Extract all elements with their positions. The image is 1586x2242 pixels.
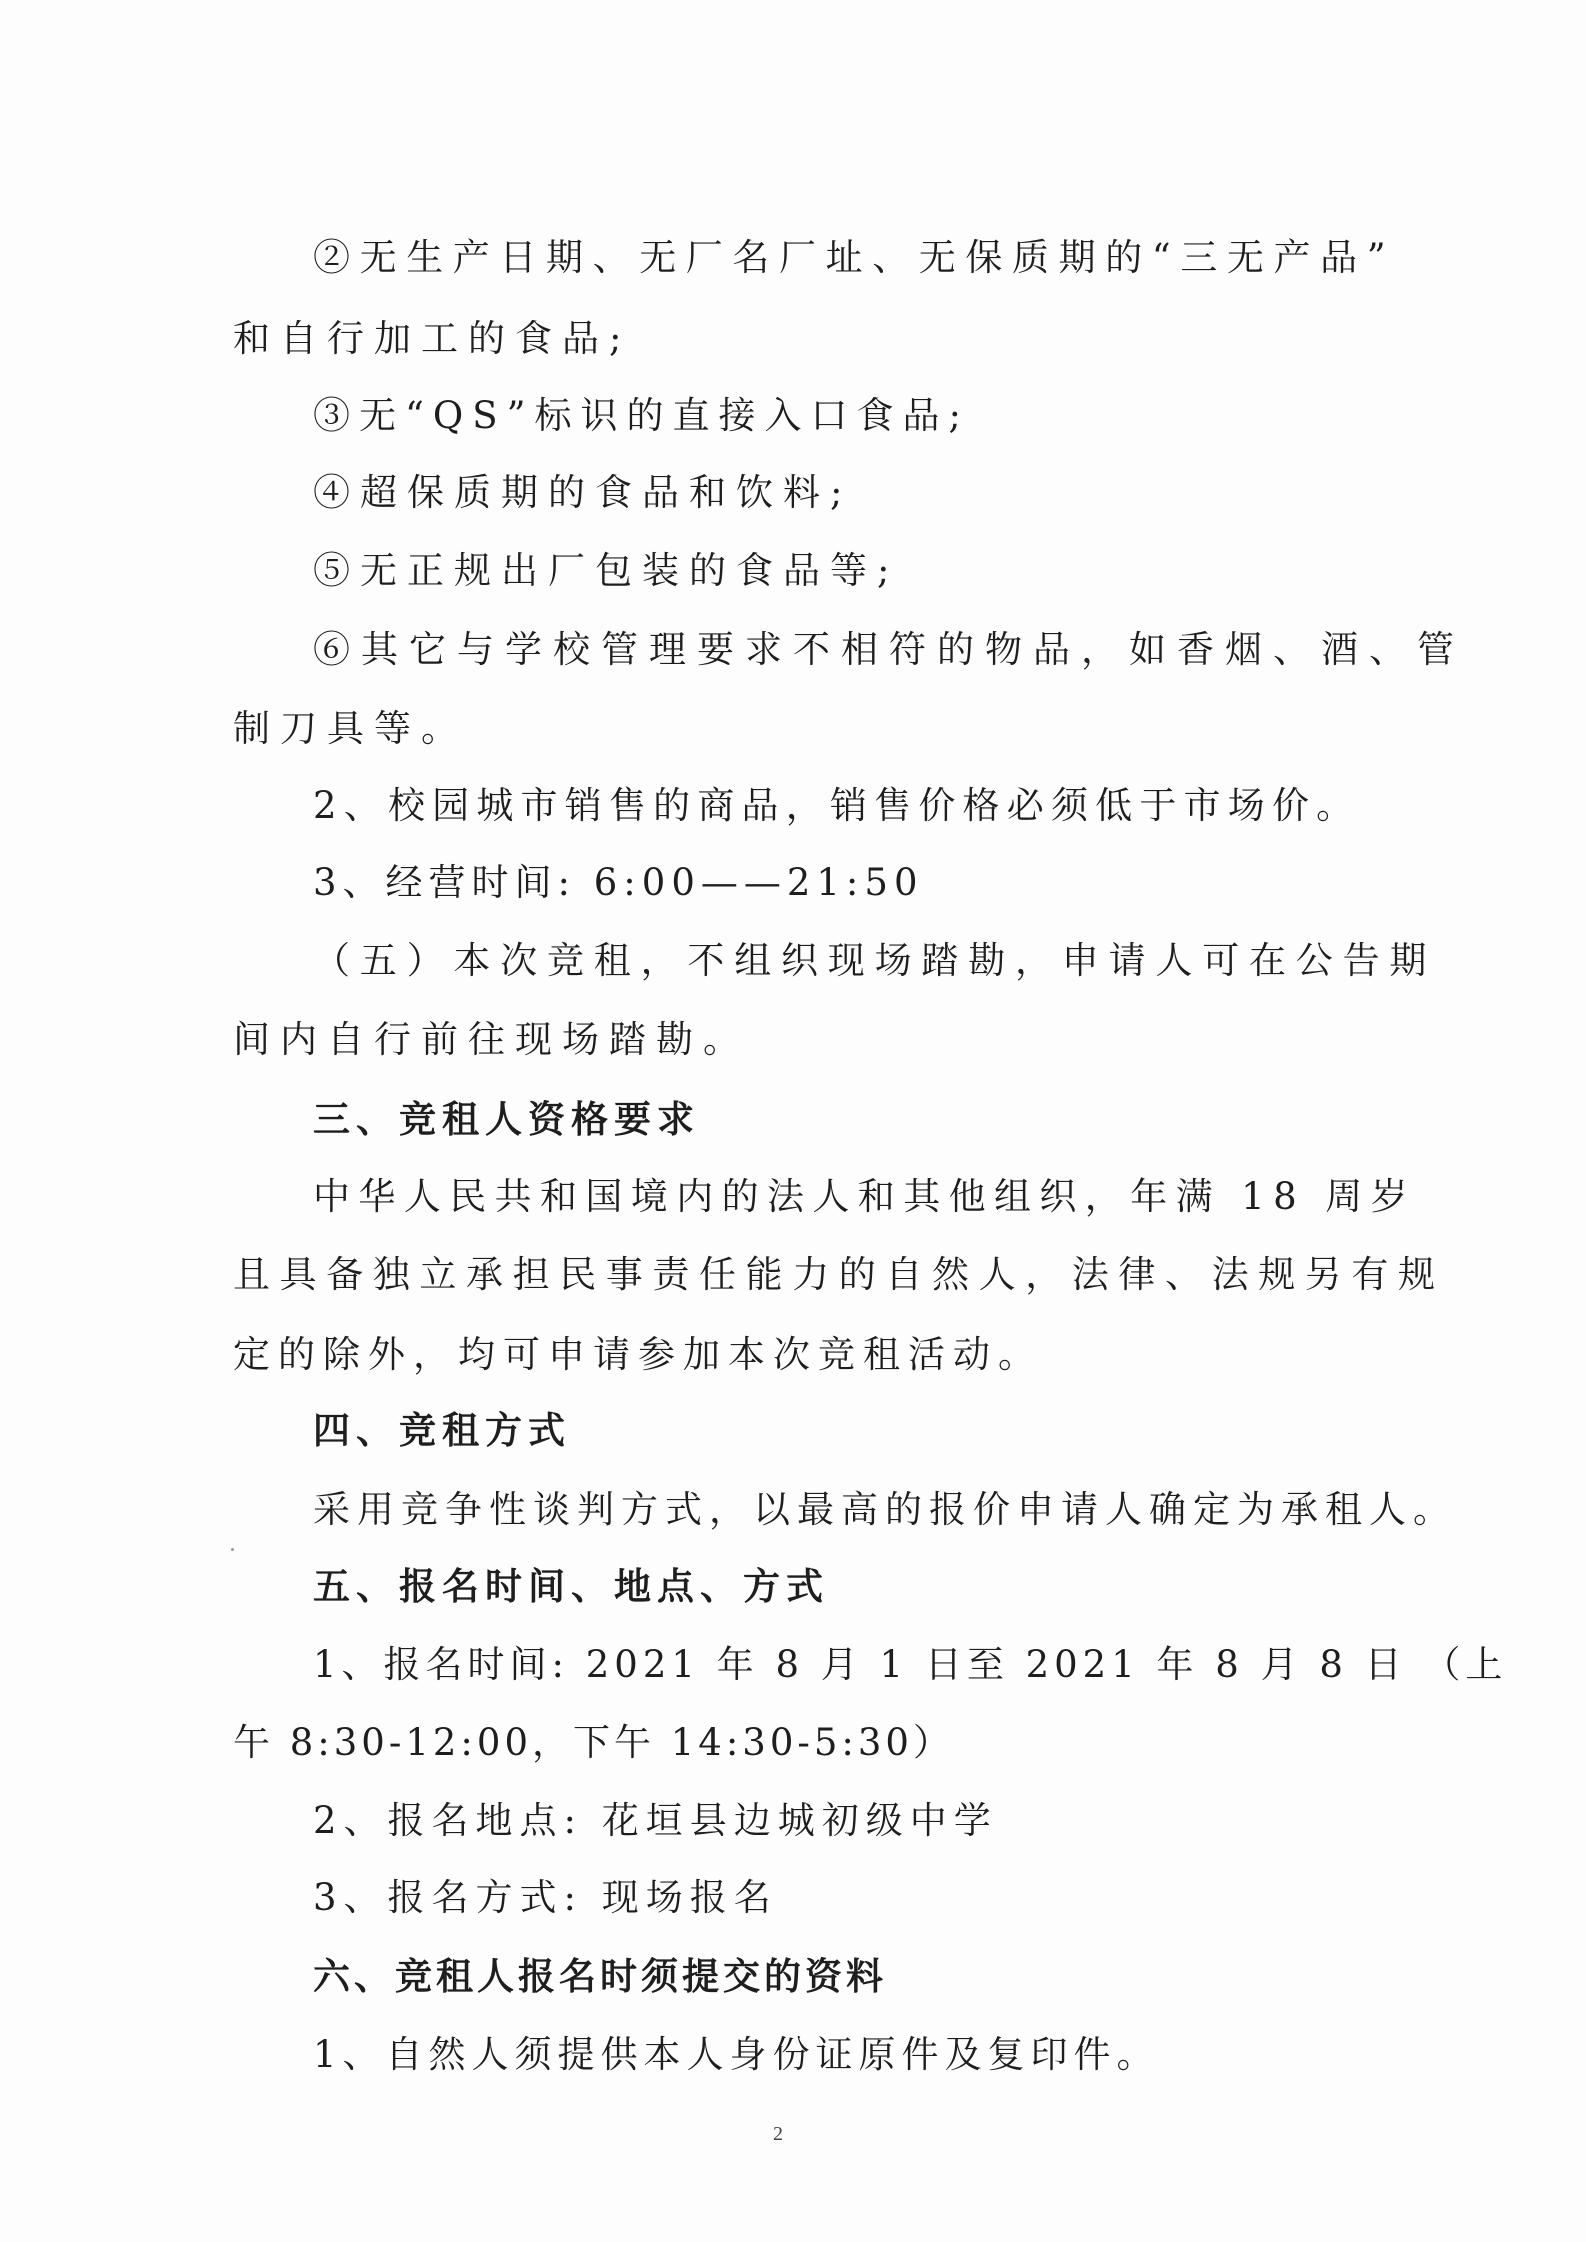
list-item-no-packaging: ⑤无正规出厂包装的食品等; [313, 549, 900, 592]
paragraph-registration-time: 1、报名时间: 2021 年 8 月 1 日至 2021 年 8 月 8 日 （上 [313, 1643, 1508, 1686]
paragraph-continuation: 午 8:30-12:00，下午 14:30-5:30） [233, 1721, 954, 1764]
paragraph-business-hours: 3、经营时间: 6:00——21:50 [313, 861, 924, 904]
scan-mark [231, 1548, 234, 1551]
paragraph-method: 采用竞争性谈判方式，以最高的报价申请人确定为承租人。 [313, 1488, 1457, 1531]
list-item-other-prohibited: ⑥其它与学校管理要求不相符的物品，如香烟、酒、管 [313, 628, 1465, 671]
list-item-continuation: 和自行加工的食品; [233, 317, 632, 360]
paragraph-continuation: 且具备独立承担民事责任能力的自然人，法律、法规另有规 [233, 1253, 1445, 1296]
paragraph-materials: 1、自然人须提供本人身份证原件及复印件。 [313, 2033, 1160, 2076]
paragraph-qualification: 中华人民共和国境内的法人和其他组织，年满 18 周岁 [313, 1175, 1417, 1218]
section-heading-method: 四、竞租方式 [313, 1409, 571, 1452]
list-item-expired-food: ④超保质期的食品和饮料; [313, 471, 853, 514]
section-heading-qualification: 三、竞租人资格要求 [313, 1098, 700, 1141]
paragraph-continuation: 间内自行前往现场踏勘。 [233, 1018, 750, 1061]
list-item-no-production-date: ②无生产日期、无厂名厂址、无保质期的“三无产品” [313, 236, 1396, 279]
section-heading-registration: 五、报名时间、地点、方式 [313, 1565, 829, 1608]
page-number: 2 [773, 2123, 783, 2145]
list-item-no-qs-mark: ③无“QS”标识的直接入口食品; [313, 394, 970, 437]
paragraph-site-survey: （五）本次竞租，不组织现场踏勘，申请人可在公告期 [313, 939, 1437, 982]
list-item-continuation: 制刀具等。 [233, 707, 468, 750]
paragraph-pricing: 2、校园城市销售的商品，销售价格必须低于市场价。 [313, 784, 1361, 827]
paragraph-registration-method: 3、报名方式: 现场报名 [313, 1876, 778, 1919]
section-heading-materials: 六、竞租人报名时须提交的资料 [313, 1955, 887, 1998]
paragraph-continuation: 定的除外，均可申请参加本次竞租活动。 [233, 1333, 1043, 1376]
paragraph-registration-place: 2、报名地点: 花垣县边城初级中学 [313, 1799, 998, 1842]
